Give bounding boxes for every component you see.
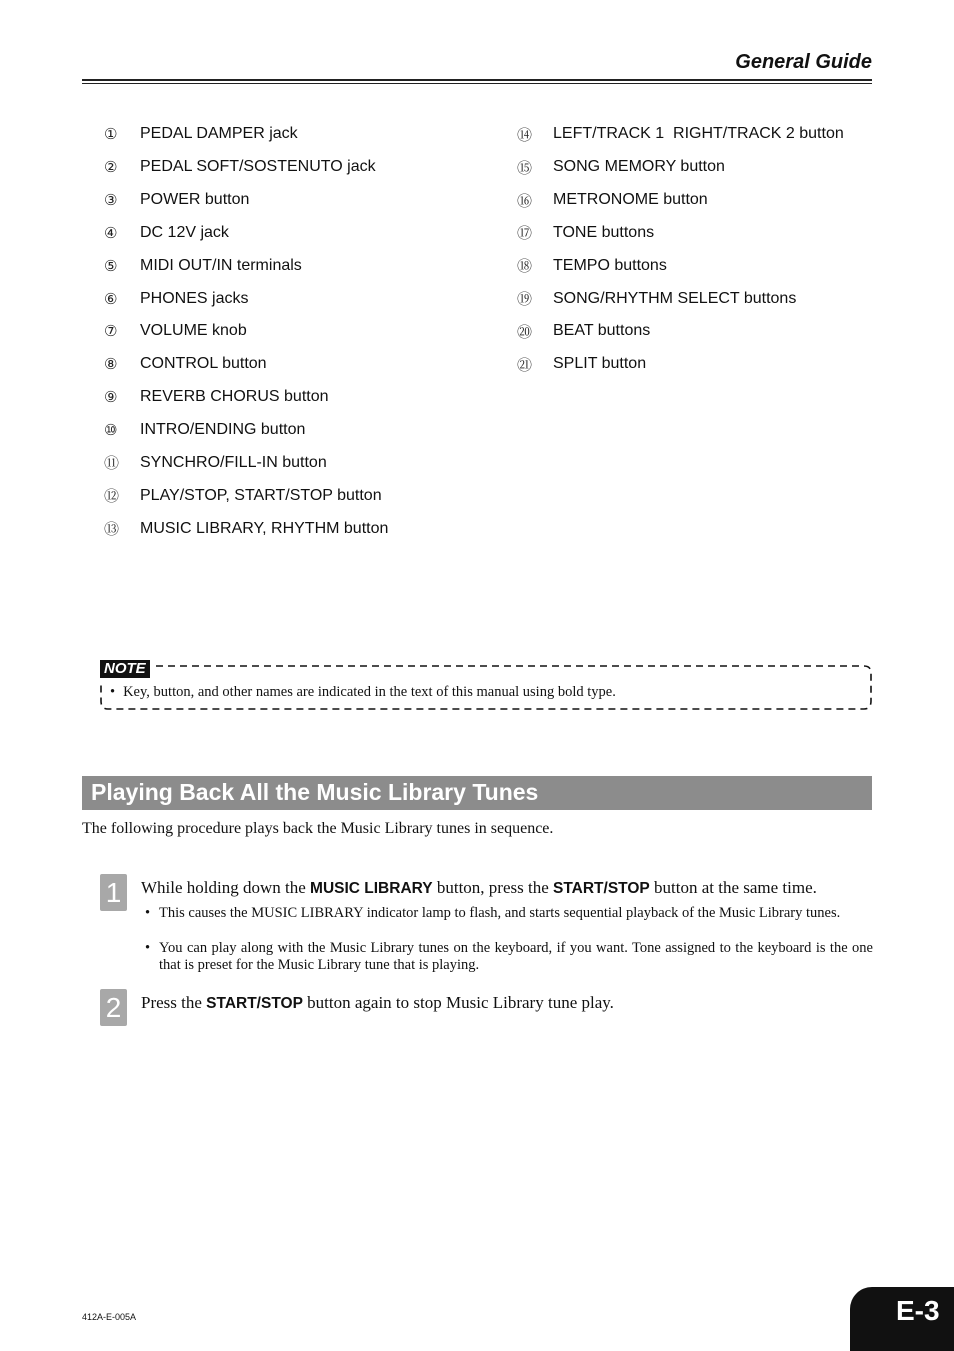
- step-instruction: [141, 878, 817, 898]
- step-instruction: [141, 993, 614, 1013]
- list-item: [104, 414, 388, 447]
- item-number: ⑥: [104, 289, 118, 308]
- item-label: BEAT buttons: [553, 322, 651, 340]
- item-label: METRONOME button: [553, 191, 708, 209]
- bold-key-name: MUSIC LIBRARY: [310, 880, 433, 897]
- item-label: INTRO/ENDING button: [140, 421, 306, 439]
- list-item: [517, 249, 844, 282]
- list-item: [104, 184, 388, 217]
- note-box: [100, 658, 872, 716]
- list-item: [104, 348, 388, 381]
- item-label: SYNCHRO/FILL-IN button: [140, 453, 327, 471]
- item-number: ②: [104, 158, 118, 177]
- step-number-badge: 2: [100, 989, 127, 1026]
- step-number-badge: 1: [100, 874, 127, 911]
- item-label: MIDI OUT/IN terminals: [140, 256, 302, 274]
- item-label: POWER button: [140, 191, 250, 209]
- list-item: [517, 217, 844, 250]
- item-number: ㉑: [517, 355, 533, 374]
- item-number: ⑲: [517, 290, 533, 309]
- list-item: [104, 249, 388, 282]
- list-item: [104, 151, 388, 184]
- bullet-glyph: •: [145, 905, 151, 921]
- document-code: 412A-E-005A: [82, 1312, 137, 1322]
- item-label: PLAY/STOP, START/STOP button: [140, 486, 382, 504]
- list-item: [104, 282, 388, 315]
- list-item: [104, 479, 388, 512]
- item-label: TONE buttons: [553, 223, 655, 241]
- step-text: button again to stop Music Library tune play.: [302, 993, 614, 1012]
- list-item: [104, 118, 388, 151]
- page-number-tab: [850, 1287, 954, 1351]
- item-number: ⑩: [104, 421, 118, 440]
- guide-list-right: [517, 118, 844, 381]
- item-number: ③: [104, 191, 118, 210]
- bold-key-name: START/STOP: [206, 995, 303, 1012]
- item-label: VOLUME knob: [140, 322, 247, 340]
- step-text: While holding down the: [141, 878, 311, 897]
- item-label: LEFT/TRACK 1 RIGHT/TRACK 2 button: [553, 125, 844, 143]
- list-item: [104, 446, 388, 479]
- item-number: ⑰: [517, 224, 533, 243]
- bullet-text: This causes the MUSIC LIBRARY indicator lamp to flash, and starts sequential playback of the Music Library tunes.: [159, 905, 841, 921]
- note-text: [110, 684, 616, 701]
- bullet-glyph: •: [110, 684, 116, 700]
- list-item: [517, 315, 844, 348]
- step-text: button, press the: [432, 878, 553, 897]
- list-item: [104, 381, 388, 414]
- note-body: Key, button, and other names are indicated in the text of this manual using bold type.: [123, 684, 616, 700]
- item-number: ⑪: [104, 454, 120, 473]
- item-number: ⑱: [517, 257, 533, 276]
- step-bullet: [145, 905, 873, 922]
- item-label: SPLIT button: [553, 355, 647, 373]
- list-item: [517, 151, 844, 184]
- item-label: PHONES jacks: [140, 289, 249, 307]
- item-label: PEDAL DAMPER jack: [140, 125, 298, 143]
- item-number: ①: [104, 125, 118, 144]
- item-label: SONG MEMORY button: [553, 158, 725, 176]
- item-number: ⑦: [104, 322, 118, 341]
- step-bullet: [145, 940, 873, 974]
- item-label: SONG/RHYTHM SELECT buttons: [553, 289, 797, 307]
- item-number: ⑳: [517, 322, 533, 341]
- item-number: ⑧: [104, 355, 118, 374]
- list-item: [517, 184, 844, 217]
- bold-key-name: START/STOP: [553, 880, 650, 897]
- item-number: ⑯: [517, 191, 533, 210]
- item-number: ⑮: [517, 158, 533, 177]
- item-label: MUSIC LIBRARY, RHYTHM button: [140, 519, 389, 537]
- item-number: ⑭: [517, 125, 533, 144]
- guide-list-left: [104, 118, 388, 545]
- list-item: [517, 348, 844, 381]
- step-text: button at the same time.: [649, 878, 817, 897]
- list-item: [517, 118, 844, 151]
- note-tag: NOTE: [100, 660, 150, 678]
- item-number: ④: [104, 223, 118, 242]
- item-label: REVERB CHORUS button: [140, 388, 329, 406]
- item-number: ⑫: [104, 487, 120, 506]
- list-item: [104, 512, 388, 545]
- item-number: ⑨: [104, 388, 118, 407]
- list-item: [104, 217, 388, 250]
- item-label: CONTROL button: [140, 355, 267, 373]
- header-rule-thick: [82, 79, 872, 81]
- bullet-text: You can play along with the Music Library tunes on the keyboard, if you want. Tone assigned to the keyboard is the one that is preset for the Music Library tune that is playing.: [159, 940, 873, 973]
- step-text: Press the: [141, 993, 207, 1012]
- section-intro: The following procedure plays back the Music Library tunes in sequence.: [82, 820, 554, 837]
- section-title: Playing Back All the Music Library Tunes: [91, 779, 539, 805]
- list-item: [104, 315, 388, 348]
- item-label: PEDAL SOFT/SOSTENUTO jack: [140, 158, 376, 176]
- list-item: [517, 282, 844, 315]
- page-header-title: General Guide: [735, 51, 872, 73]
- bullet-glyph: •: [145, 940, 151, 956]
- item-number: ⑤: [104, 256, 118, 275]
- section-heading-bar: [82, 776, 872, 810]
- item-label: TEMPO buttons: [553, 256, 667, 274]
- item-number: ⑬: [104, 520, 120, 539]
- item-label: DC 12V jack: [140, 223, 229, 241]
- page-number: E-3: [896, 1295, 940, 1326]
- header-rule-thin: [82, 83, 872, 84]
